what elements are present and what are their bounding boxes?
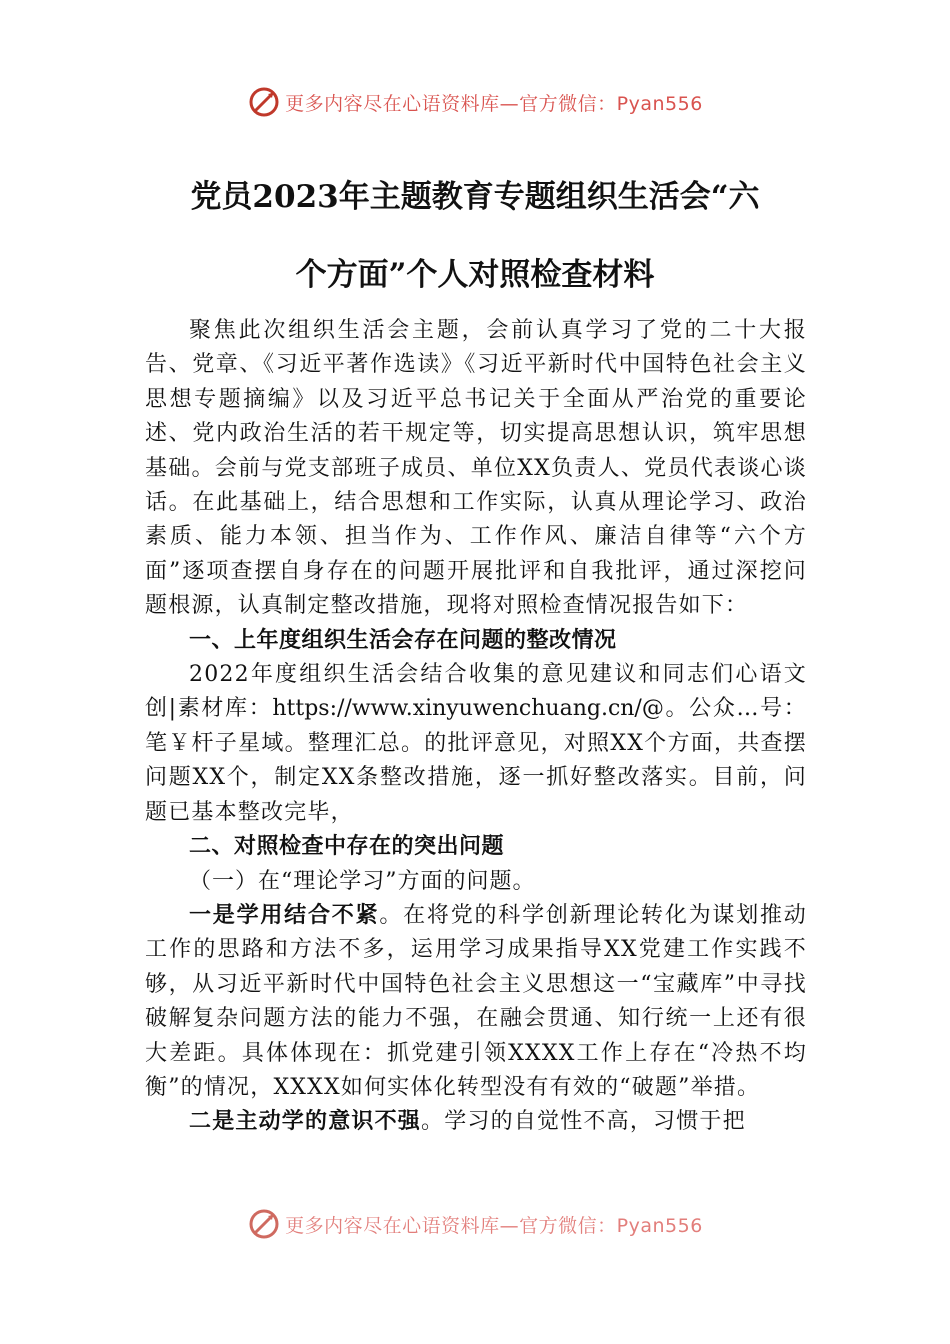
document-title — [120, 158, 830, 314]
subsection-1-heading: （一）在“理论学习”方面的问题。 — [189, 868, 536, 894]
item-1-text: 。在将党的科学创新理论转化为谋划推动工作的思路和方法不多，运用学习成果指导XX党建工作实践不够，从习近平新时代中国特色社会主义思想这一“宝藏库”中寻找破解复杂问题方法的能力不强，在融会贯通、知行统一上还有很大差距。具体体现在：抓党建引领XXXX工作上存在“冷热不均衡”的情况，XXXX如何实体化转型没有有效的“破题”举措。 — [145, 902, 807, 1100]
item-2-paragraph — [145, 1105, 807, 1139]
item-2-lead: 二是主动学的意识不强 — [189, 1109, 422, 1135]
section-1-text-b: @。公众…号：笔￥杆子星域。整理汇总。的批评意见，对照XX个方面，共查摆问题XX个，制定XX条整改措施，逐一抓好整改落实。目前，问题已基本整改完毕， — [145, 696, 807, 825]
section-1-heading: 一、上年度组织生活会存在问题的整改情况 — [189, 627, 617, 653]
section-1-text-a: 2022年度组织生活会结合收集的意见建议和同志们心语文创|素材库： — [145, 662, 807, 722]
title-line-1: 党员2023年主题教育专题组织生活会“六 — [190, 179, 760, 215]
title-line-2: 个方面”个人对照检查材料 — [295, 257, 655, 293]
watermark-text: 更多内容尽在心语资料库—官方微信：Pyan556 — [285, 1214, 703, 1237]
pen-logo-icon — [247, 85, 281, 119]
pen-logo-icon — [247, 1207, 281, 1241]
item-1-lead: 一是学用结合不紧 — [189, 902, 380, 928]
section-1-paragraph — [145, 658, 807, 830]
watermark-banner-bottom — [0, 1204, 950, 1244]
watermark-text: 更多内容尽在心语资料库—官方微信：Pyan556 — [285, 92, 703, 115]
item-1-paragraph — [145, 899, 807, 1105]
section-2-heading: 二、对照检查中存在的突出问题 — [189, 834, 505, 860]
item-2-text: 。学习的自觉性不高，习惯于把 — [421, 1109, 746, 1135]
document-body — [145, 314, 807, 1140]
intro-paragraph: 聚焦此次组织生活会主题，会前认真学习了党的二十大报告、党章、《习近平著作选读》《习近平新时代中国特色社会主义思想专题摘编》以及习近平总书记关于全面从严治党的重要论述、党内政治生活的若干规定等，切实提高思想认识，筑牢思想基础。会前与党支部班子成员、单位XX负责人、党员代表谈心谈话。在此基础上，结合思想和工作实际，认真从理论学习、政治素质、能力本领、担当作为、工作作风、廉洁自律等“六个方面”逐项查摆自身存在的问题开展批评和自我批评，通过深挖问题根源，认真制定整改措施，现将对照检查情况报告如下： — [145, 318, 807, 619]
section-1-url: https://www.xinyuwenchuang.cn/ — [272, 696, 642, 722]
watermark-banner-top — [0, 82, 950, 122]
